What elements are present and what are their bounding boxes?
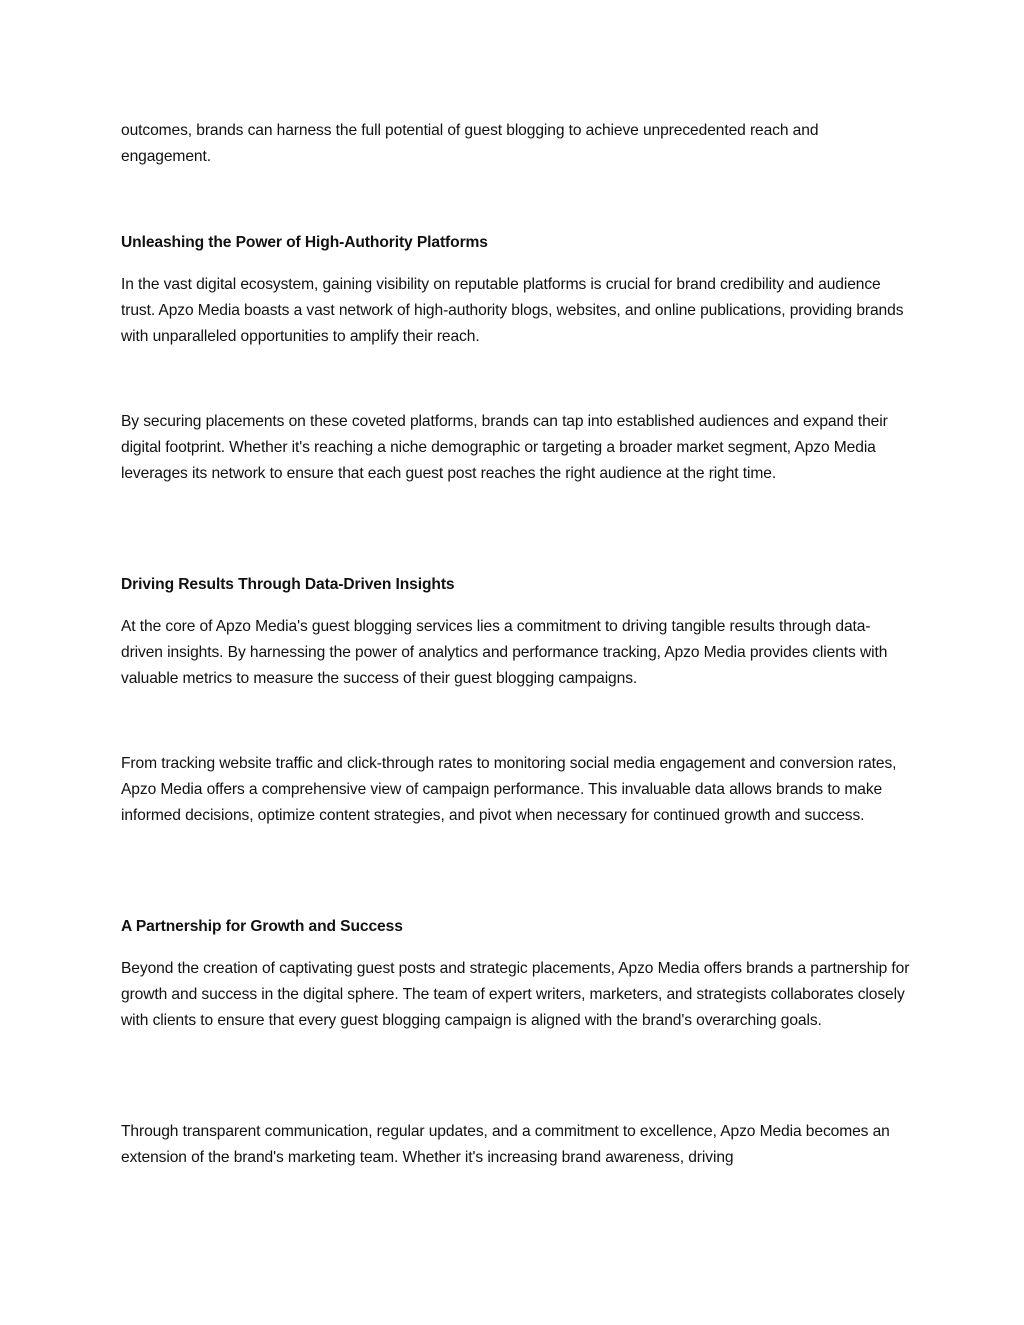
paragraph-beyond-creation: Beyond the creation of captivating guest posts and strategic placements, Apzo Media offers brands a partnership for growth and success in the digital sphere. The team of expert writers, marketers, and strategists collaborates closely with clients to ensure that every guest blogging campaign is aligned with the brand's overarching goals. — [121, 960, 910, 1029]
paragraph-securing-placements: By securing placements on these coveted platforms, brands can tap into established audiences and expand their digital footprint. Whether it's reaching a niche demographic or targeting a broader market segment, Apzo Media leverages its network to ensure that each guest post reaches the right audience at the right time. — [121, 413, 888, 482]
section-heading-data-driven-insights: Driving Results Through Data-Driven Insights — [121, 576, 455, 593]
paragraph-digital-ecosystem: In the vast digital ecosystem, gaining visibility on reputable platforms is crucial for brand credibility and audience trust. Apzo Media boasts a vast network of high-authority blogs, websites, and online publications, providing brands with unparalleled opportunities to amplify their reach. — [121, 276, 904, 345]
paragraph-intro-continuation: outcomes, brands can harness the full potential of guest blogging to achieve unprecedented reach and engagement. — [121, 122, 819, 165]
paragraph-core-services: At the core of Apzo Media's guest blogging services lies a commitment to driving tangible results through data-driven insights. By harnessing the power of analytics and performance tracking, Apzo Media provides clients with valuable metrics to measure the success of their guest blogging campaigns. — [121, 618, 888, 687]
paragraph-transparent-communication: Through transparent communication, regular updates, and a commitment to excellence, Apzo Media becomes an extension of the brand's marketing team. Whether it's increasing brand awareness, driving — [121, 1123, 890, 1166]
section-heading-partnership: A Partnership for Growth and Success — [121, 918, 403, 935]
paragraph-tracking-metrics: From tracking website traffic and click-through rates to monitoring social media engagement and conversion rates, Apzo Media offers a comprehensive view of campaign performance. This invaluable data allows brands to make informed decisions, optimize content strategies, and pivot when necessary for continued growth and success. — [121, 755, 897, 824]
section-heading-high-authority-platforms: Unleashing the Power of High-Authority Platforms — [121, 234, 488, 251]
